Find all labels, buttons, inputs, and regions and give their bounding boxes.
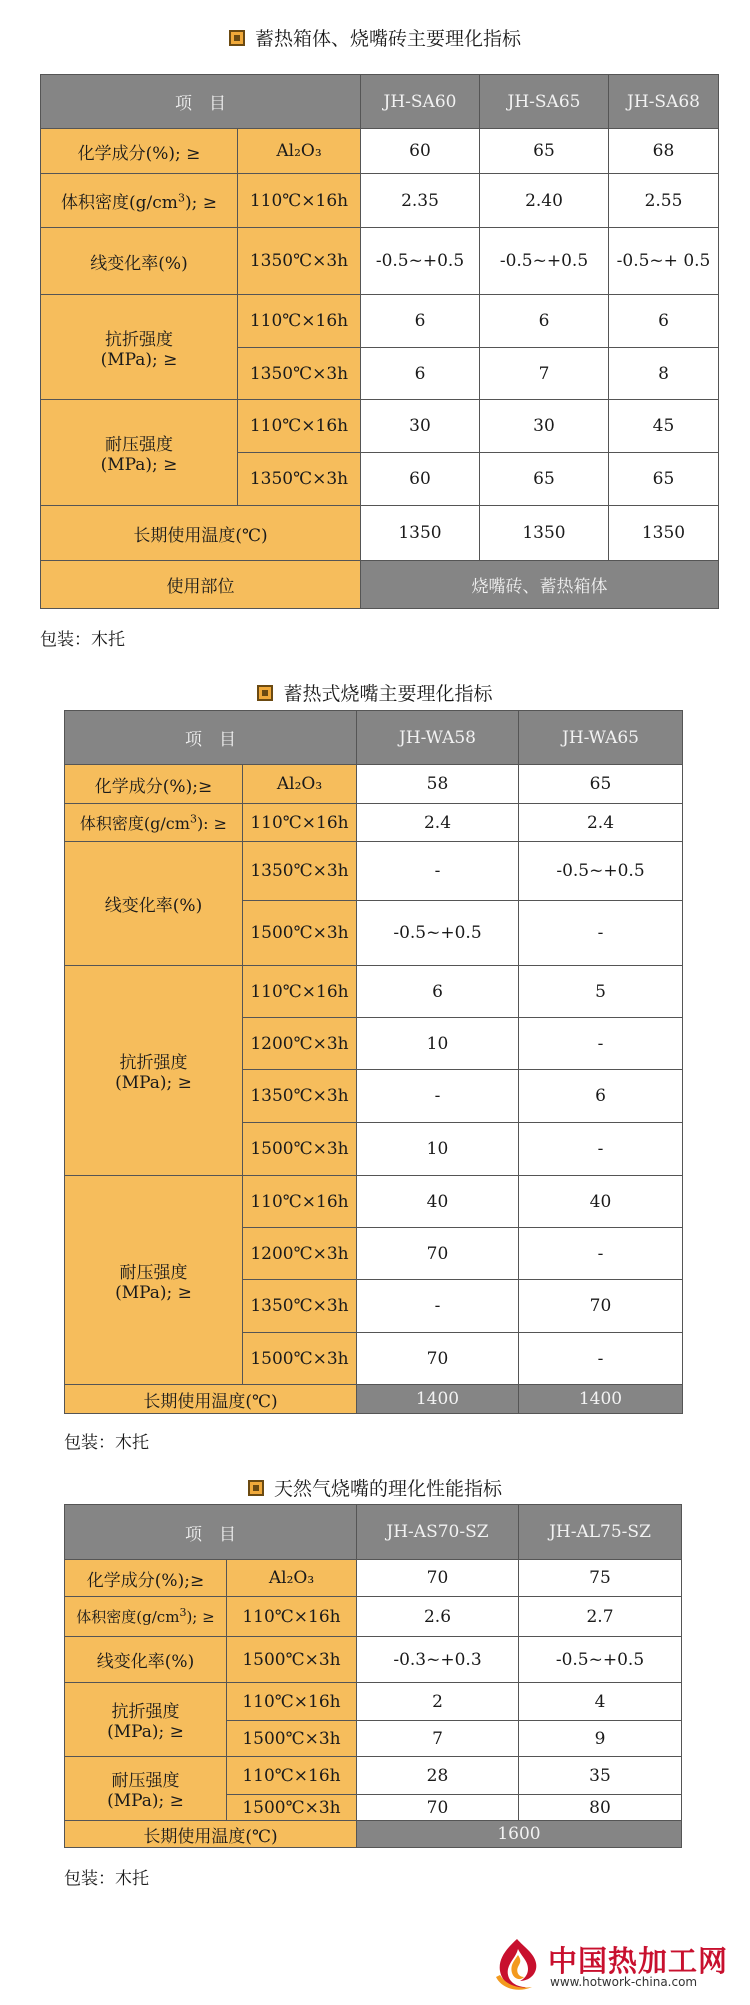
table-cell: 7 (357, 1721, 519, 1757)
table2-header-col: JH-WA58 (357, 711, 519, 765)
table-cell: 6 (357, 966, 519, 1018)
density-label: 体积密度$(g/cm^3)$; ≥ (41, 174, 238, 228)
table3-header-item: 项 目 (65, 1505, 357, 1560)
table-cell: 4 (519, 1683, 682, 1721)
table-cell: 2.7 (519, 1597, 682, 1637)
table-cell: -0.5~+0.5 (480, 228, 609, 295)
chem-cond: Al₂O₃ (227, 1560, 357, 1597)
table3-title-row (0, 1474, 750, 1501)
flex-label: 抗折强度 (MPa); ≥ (41, 295, 238, 400)
density-cond: 110℃×16h (227, 1597, 357, 1637)
table-cell: -0.5~+0.5 (519, 842, 683, 901)
table2-header-col: JH-WA65 (519, 711, 683, 765)
table-cell: 1350 (361, 506, 480, 561)
linear-cond: 1500℃×3h (227, 1637, 357, 1683)
flex-cond: 1350℃×3h (243, 1070, 357, 1123)
table3 (64, 1504, 682, 1848)
table-cell: 2.4 (357, 804, 519, 842)
table-cell: 80 (519, 1795, 682, 1821)
table-cell: 10 (357, 1018, 519, 1070)
table-cell: 75 (519, 1560, 682, 1597)
table1 (40, 74, 719, 609)
table1-header-col: JH-SA60 (361, 75, 480, 129)
table-cell: 2.4 (519, 804, 683, 842)
linear-cond: 1350℃×3h (243, 842, 357, 901)
comp-cond: 1350℃×3h (238, 453, 361, 506)
table-cell: 68 (609, 129, 719, 174)
table-cell: 30 (480, 400, 609, 453)
temp-value: 1600 (357, 1821, 682, 1848)
table-cell: 60 (361, 129, 480, 174)
table-cell: 40 (519, 1176, 683, 1228)
table-cell: 70 (357, 1560, 519, 1597)
table2-title-row (0, 679, 750, 706)
table-cell: -0.5~+0.5 (361, 228, 480, 295)
comp-cond: 110℃×16h (243, 1176, 357, 1228)
flex-label: 抗折强度 (MPa); ≥ (65, 1683, 227, 1757)
logo-url[interactable]: www.hotwork-china.com (550, 1975, 698, 1989)
chem-label: 化学成分(%);≥ (65, 765, 243, 804)
table2-note: 包装：木托 (64, 1433, 149, 1453)
table-cell: - (519, 1333, 683, 1385)
table-cell: 2.35 (361, 174, 480, 228)
chem-label: 化学成分(%);≥ (65, 1560, 227, 1597)
table-cell: 2.40 (480, 174, 609, 228)
table-cell: 70 (519, 1280, 683, 1333)
table-cell: 35 (519, 1757, 682, 1795)
linear-cond: 1350℃×3h (238, 228, 361, 295)
table-cell: 28 (357, 1757, 519, 1795)
comp-cond: 1500℃×3h (227, 1795, 357, 1821)
table-cell: 2 (357, 1683, 519, 1721)
table-cell: 5 (519, 966, 683, 1018)
linear-label: 线变化率(%) (65, 842, 243, 966)
table-cell: 70 (357, 1795, 519, 1821)
table2-title: 蓄热式烧嘴主要理化指标 (283, 683, 493, 705)
linear-label: 线变化率(%) (65, 1637, 227, 1683)
table-cell: 65 (480, 129, 609, 174)
flex-cond: 110℃×16h (227, 1683, 357, 1721)
table3-title: 天然气烧嘴的理化性能指标 (273, 1478, 502, 1500)
flex-cond: 1500℃×3h (227, 1721, 357, 1757)
table-cell: 58 (357, 765, 519, 804)
temp-label: 长期使用温度(℃) (41, 506, 361, 561)
table-cell: 6 (480, 295, 609, 348)
comp-cond: 110℃×16h (227, 1757, 357, 1795)
bullet-icon (257, 685, 273, 701)
table-cell: 30 (361, 400, 480, 453)
table-cell: 65 (609, 453, 719, 506)
table-cell: 6 (361, 348, 480, 400)
table-cell: 2.6 (357, 1597, 519, 1637)
table-cell: 40 (357, 1176, 519, 1228)
table-cell: - (519, 1228, 683, 1280)
chem-cond: Al₂O₃ (238, 129, 361, 174)
table-cell: 1350 (480, 506, 609, 561)
comp-cond: 1200℃×3h (243, 1228, 357, 1280)
table-cell: 45 (609, 400, 719, 453)
table-cell: 6 (361, 295, 480, 348)
table1-header-col: JH-SA65 (480, 75, 609, 129)
table1-title-row (0, 24, 750, 51)
comp-cond: 1350℃×3h (243, 1280, 357, 1333)
table1-header-item: 项 目 (41, 75, 361, 129)
table-cell: -0.5~+0.5 (357, 901, 519, 966)
table-cell: 65 (519, 765, 683, 804)
table3-header-col: JH-AL75-SZ (519, 1505, 682, 1560)
table3-note: 包装：木托 (64, 1869, 149, 1889)
table-cell: 1350 (609, 506, 719, 561)
site-logo[interactable] (488, 1935, 743, 1995)
linear-label: 线变化率(%) (41, 228, 238, 295)
table-cell: - (357, 1280, 519, 1333)
table-cell: -0.3~+0.3 (357, 1637, 519, 1683)
table-cell: 6 (609, 295, 719, 348)
table1-note: 包装：木托 (40, 630, 125, 650)
density-cond: 110℃×16h (238, 174, 361, 228)
flex-cond: 110℃×16h (238, 295, 361, 348)
logo-name: 中国热加工网 (548, 1944, 729, 1978)
bullet-icon (248, 1480, 264, 1496)
density-label: 体积密度$(g/cm^3)$: ≥ (65, 804, 243, 842)
comp-label: 耐压强度 (MPa); ≥ (65, 1757, 227, 1821)
density-label: 体积密度$(g/cm^3)$; ≥ (65, 1597, 227, 1637)
table-cell: 8 (609, 348, 719, 400)
table2-header-item: 项 目 (65, 711, 357, 765)
table-cell: - (519, 901, 683, 966)
table-cell: 65 (480, 453, 609, 506)
table-cell: 10 (357, 1123, 519, 1176)
bullet-icon (229, 30, 245, 46)
flex-cond: 1200℃×3h (243, 1018, 357, 1070)
table-cell: - (357, 842, 519, 901)
table-cell: 6 (519, 1070, 683, 1123)
table-cell: -0.5~+0.5 (519, 1637, 682, 1683)
flex-label: 抗折强度 (MPa); ≥ (65, 966, 243, 1176)
table-cell: 7 (480, 348, 609, 400)
chem-cond: Al₂O₃ (243, 765, 357, 804)
table2 (64, 710, 683, 1414)
temp-label: 长期使用温度(℃) (65, 1821, 357, 1848)
table-cell: 9 (519, 1721, 682, 1757)
comp-cond: 110℃×16h (238, 400, 361, 453)
table-cell: -0.5~+ 0.5 (609, 228, 719, 295)
chem-label: 化学成分(%); ≥ (41, 129, 238, 174)
comp-label: 耐压强度 (MPa); ≥ (41, 400, 238, 506)
table-cell: 2.55 (609, 174, 719, 228)
table3-header-col: JH-AS70-SZ (357, 1505, 519, 1560)
table-cell: - (519, 1123, 683, 1176)
temp-label: 长期使用温度(℃) (65, 1385, 357, 1414)
usage-label: 使用部位 (41, 561, 361, 609)
comp-label: 耐压强度 (MPa); ≥ (65, 1176, 243, 1385)
flex-cond: 1350℃×3h (238, 348, 361, 400)
table-cell: 70 (357, 1228, 519, 1280)
table-cell: 60 (361, 453, 480, 506)
table1-header-col: JH-SA68 (609, 75, 719, 129)
table-cell: 1400 (519, 1385, 683, 1414)
table-cell: - (519, 1018, 683, 1070)
usage-value: 烧嘴砖、蓄热箱体 (361, 561, 719, 609)
table-cell: 1400 (357, 1385, 519, 1414)
table-cell: - (357, 1070, 519, 1123)
flex-cond: 1500℃×3h (243, 1123, 357, 1176)
density-cond: 110℃×16h (243, 804, 357, 842)
flex-cond: 110℃×16h (243, 966, 357, 1018)
table1-title: 蓄热箱体、烧嘴砖主要理化指标 (254, 28, 521, 50)
comp-cond: 1500℃×3h (243, 1333, 357, 1385)
flame-logo-icon (488, 1937, 546, 1993)
table-cell: 70 (357, 1333, 519, 1385)
linear-cond: 1500℃×3h (243, 901, 357, 966)
